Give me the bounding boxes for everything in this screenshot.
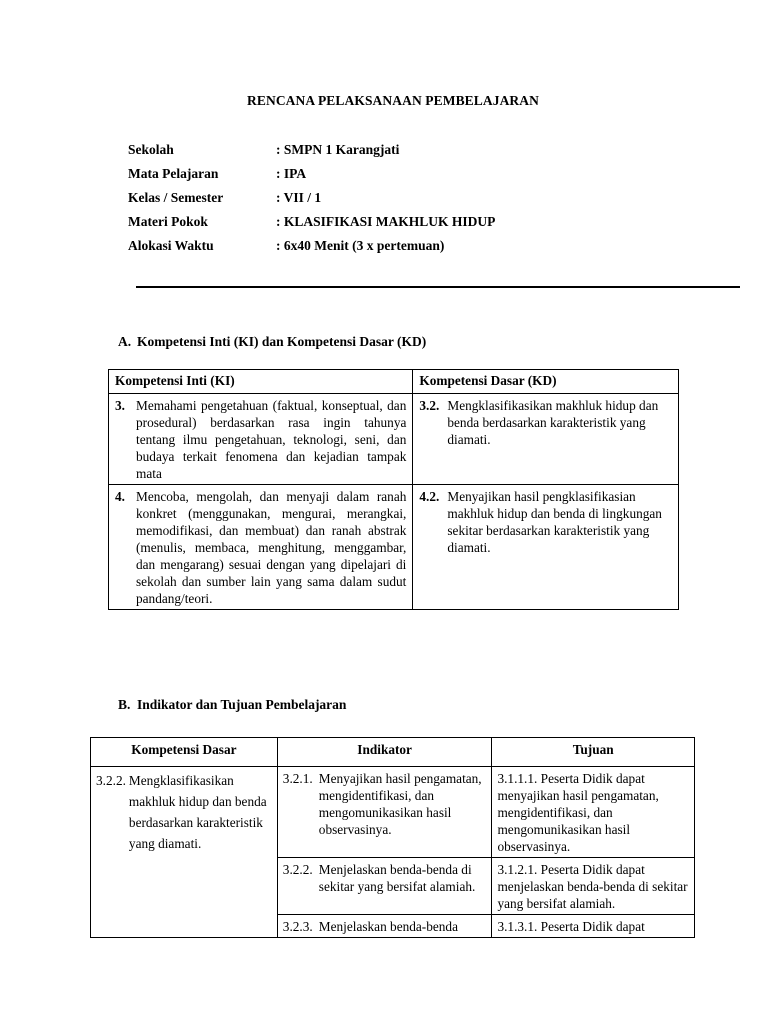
info-value: : KLASIFIKASI MAKHLUK HIDUP [276, 214, 496, 229]
ki-number: 4. [115, 489, 125, 504]
table-header-row [109, 370, 679, 394]
kd-text: Mengklasifikasikan makhluk hidup dan benda berdasarkan karakteristik yang diamati. [447, 398, 659, 447]
table-header-row [91, 738, 695, 767]
ki-number: 3. [115, 398, 125, 413]
table-row [109, 485, 679, 610]
kd-code: 3.2.2. [96, 773, 126, 788]
column-header: Kompetensi Inti (KI) [109, 370, 413, 394]
info-row-alokasi-waktu [128, 238, 495, 262]
info-row-kelas-semester [128, 190, 495, 214]
column-header: Tujuan [492, 738, 695, 767]
indicator-cell [277, 858, 492, 915]
indicator-cell [277, 915, 492, 938]
section-letter: B. [118, 697, 131, 712]
goal-cell: 3.1.2.1. Peserta Didik dapat menjelaskan benda-benda di sekitar yang bersifat alamiah. [492, 858, 695, 915]
indicator-text: Menjelaskan benda-benda di sekitar yang bersifat alamiah. [318, 862, 476, 894]
section-b-heading [118, 697, 346, 713]
kd-cell [413, 394, 679, 485]
ki-cell [109, 485, 413, 610]
ki-text: Mencoba, mengolah, dan menyaji dalam ranah konkret (menggunakan, mengurai, merangkai, memodifikasi, dan membuat) dan ranah abstrak (menulis, membaca, menghitung, menggambar, dan mengarang) sesuai dengan yang dipelajari di sekolah dan sumber lain yang sama dalam sudut pandang/teori. [136, 489, 407, 606]
indicator-text: Menjelaskan benda-benda [318, 919, 458, 934]
info-row-materi-pokok [128, 214, 495, 238]
identity-block [128, 142, 495, 262]
section-a-heading [118, 334, 426, 350]
ki-cell [109, 394, 413, 485]
kd-text: Mengklasifikasikan makhluk hidup dan benda berdasarkan karakteristik yang diamati. [128, 773, 267, 851]
info-label: Materi Pokok [128, 214, 208, 229]
indicator-cell [277, 767, 492, 858]
info-value: : VII / 1 [276, 190, 322, 205]
section-letter: A. [118, 334, 132, 349]
ki-text: Memahami pengetahuan (faktual, konseptual, dan prosedural) berdasarkan rasa ingin tahunya tentang ilmu pengetahuan, teknologi, seni, dan budaya terkait fenomena dan kejadian tampak mata [136, 398, 407, 481]
info-label: Kelas / Semester [128, 190, 224, 205]
indicator-code: 3.2.3. [282, 919, 313, 934]
table-row [109, 394, 679, 485]
kd-cell [413, 485, 679, 610]
kd-text: Menyajikan hasil pengklasifikasian makhluk hidup dan benda di lingkungan sekitar berdasarkan karakteristik yang diamati. [447, 489, 662, 555]
info-label: Sekolah [128, 142, 174, 157]
kd-number: 3.2. [419, 398, 440, 413]
info-label: Mata Pelajaran [128, 166, 219, 181]
indicator-text: Menyajikan hasil pengamatan, mengidentifikasi, dan mengomunikasikan hasil observasinya. [318, 771, 482, 837]
info-label: Alokasi Waktu [128, 238, 214, 253]
document-title: RENCANA PELAKSANAAN PEMBELAJARAN [247, 93, 539, 108]
indikator-tujuan-table [90, 737, 695, 938]
kd-cell [91, 767, 278, 938]
indicator-code: 3.2.1. [282, 771, 313, 786]
info-row-sekolah [128, 142, 495, 166]
info-value: : 6x40 Menit (3 x pertemuan) [276, 238, 445, 253]
info-value: : IPA [276, 166, 307, 181]
goal-cell: 3.1.3.1. Peserta Didik dapat [492, 915, 695, 938]
table-row [91, 767, 695, 858]
kd-number: 4.2. [419, 489, 440, 504]
horizontal-divider [136, 286, 740, 288]
indicator-code: 3.2.2. [282, 862, 313, 877]
section-title: Kompetensi Inti (KI) dan Kompetensi Dasar (KD) [137, 334, 427, 349]
ki-kd-table [108, 369, 679, 610]
column-header: Kompetensi Dasar [91, 738, 278, 767]
info-value: : SMPN 1 Karangjati [276, 142, 400, 157]
section-title: Indikator dan Tujuan Pembelajaran [137, 697, 347, 712]
column-header: Indikator [277, 738, 492, 767]
info-row-mata-pelajaran [128, 166, 495, 190]
column-header: Kompetensi Dasar (KD) [413, 370, 679, 394]
goal-cell: 3.1.1.1. Peserta Didik dapat menyajikan hasil pengamatan, mengidentifikasi, dan mengomunikasikan hasil observasinya. [492, 767, 695, 858]
